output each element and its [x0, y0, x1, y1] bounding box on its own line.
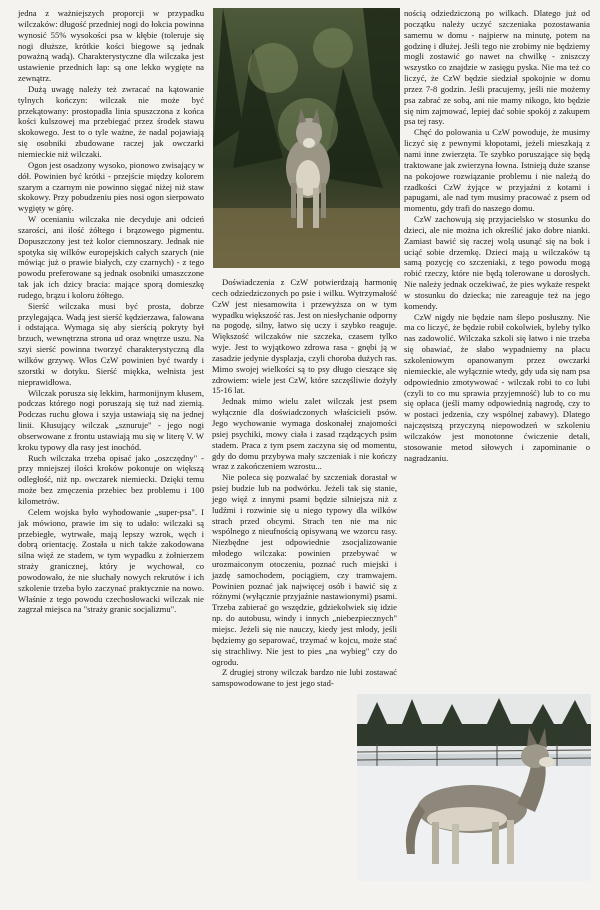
paragraph: Wilczak porusza się lekkim, harmonijnym kłusem, podczas którego nogi poruszają się tuż nad ziemią. Podczas ruchu głowa i szyja ustawiają się na jednej linii. Kłusujący wilczak „sznuruje" - jego nogi obserwowane z frontu ustawiają mu się w literę V. W kroku typowy dla rasy jest inochód. — [18, 387, 204, 452]
paragraph: jedna z ważniejszych proporcji w przypadku wilczaków: długość przedniej nogi do łokcia powinna wynosić 55% wysokości psa w kłębie (toleruje się nogi dłuższe, krótkie kości biegowe są jednak poważną wadą). Charakterystyczne dla wilczaka jest ustawienie przednich łap: są one lekko wygięte na zewnątrz. — [18, 8, 204, 84]
paragraph: Sierść wilczaka musi być prosta, dobrze przylegająca. Wadą jest sierść kędzierzawa, falowana i odstająca. Wymaga się aby sierścią pokryty był brzuch, wewnętrzna strona ud oraz wnętrze uszu. Na szyi sierść powinna tworzyć charakterystyczną dla wilków grzywę. Włos CzW powinien być twardy i szorstki w dotyku. Sierść miękka, wełnista jest nieprawidłowa. — [18, 300, 204, 387]
paragraph: CzW zachowują się przyjacielsko w stosunku do dzieci, ale nie można ich określić jako dobre nianki. Zamiast bawić się raczej wolą usunąć się na bok i uciąć sobie drzemkę. Dzieci mają u wilczaków tą samą pozycję co szczeniaki, z tego powodu mogą robić rzeczy, które nie będą tolerowane u dorosłych. Nie należy jednak oczekiwać, że pies wykaże respekt w stosunku do dziecka; nie zareaguje też na jego komendy. — [404, 214, 590, 311]
paragraph: CzW nigdy nie będzie nam ślepo posłuszny. Nie ma co liczyć, że będzie robił cokolwiek, byleby tylko nas zadowolić. Wilczaka szkoli się łatwo i nie trzeba się obawiać, że słabo wypadniemy na placu szkoleniowym opanowanym przez owczarki niemieckie, ale wyłącznie wtedy, gdy uda się nam psa odpowiednio zmotywować - wilczak robi to co lubi (czyli to co mu sprawia przyjemność) lub to co mu się opłaca (jeśli mamy odpowiednią nagrodę, czy to w postaci jedzenia, czy wspólnej zabawy). Dlatego najczęstszą przyczyną niepowodzeń w szkoleniu wilczaków jest monotonne ćwiczenie detali, stosowanie metod siłowych i zapominanie o nagradzaniu. — [404, 311, 590, 463]
paragraph: Doświadczenia z CzW potwierdzają harmonię cech odziedziczonych po psie i wilku. Wytrzymałość CzW jest niesamowita i przewyższa on w tym wypadku większość ras. Jest on niesłychanie odporny na pogodę, silny, łatwo się uczy i szybko reaguje. Większość wilczaków nie szczeka, czasem tylko wyje. Jest to wyjątkowo zdrowa rasa - gnębi ją w zasadzie jedynie dysplazja, czyli choroba dużych ras. Mimo swojej wielkości są to psy długo cieszące się zdrowiem: wiele jest CzW, które szczęśliwie dożyły 15-16 lat. — [212, 277, 397, 396]
paragraph: Chęć do polowania u CzW powoduje, że musimy liczyć się z pewnymi kłopotami, jeżeli mieszkają z nami inne zwierzęta. Te szybko poruszające się będą traktowane jak zwierzyna łowna. Istnieją duże szanse na pokojowe rozwiązanie problemu i nie należą do rzadkości CzW żyjące w przyjaźni z kotami i papugami, ale nad tym musimy pracować z psem od momentu, gdy trafi do naszego domu. — [404, 127, 590, 214]
wolfdog-forest-photo — [213, 8, 400, 268]
wolfdog-snow-illustration — [357, 694, 591, 881]
text-column-left — [18, 8, 204, 615]
paragraph: Z drugiej strony wilczak bardzo nie lubi zostawać samspowodowane to jest jego stad- — [212, 667, 397, 689]
paragraph: Dużą uwagę należy też zwracać na kątowanie tylnych kończyn: wilczak nie może być przekątowany: prostopadła linia spuszczona z końca kości kulszowej ma przebiegać przez środek stawu skokowego. Jest to o tyle ważne, że nadal pojawiają się osobniki zbudowane raczej jak owczarki niemieckie niż wilczaki. — [18, 83, 204, 159]
wolfdog-snow-photo — [357, 694, 591, 881]
text-column-middle — [212, 277, 397, 689]
paragraph: Jednak mimo wielu zalet wilczak jest psem wyłącznie dla doświadczonych właścicieli psów. Jego wychowanie wymaga doskonałej znajomości psiej psychiki, mowy ciała i zasad rządzących psim stadem. Praca z tym psem zaczyna się od momentu, gdy do domu przybywa mały szczeniak i nie kończy wraz z zakończeniem wzrostu... — [212, 396, 397, 472]
paragraph: Ogon jest osadzony wysoko, pionowo zwisający w dół. Powinien być krótki - przejście między kolorem szarym a czarnym nie powinno sięgać niżej niż staw skokowy. Przy pobudzeniu pies nosi ogon sierpowato wygięty w górę. — [18, 159, 204, 214]
paragraph: W ocenianiu wilczaka nie decyduje ani odcień szarości, ani ilość żółtego i brązowego pigmentu. Dopuszczony jest też kolor ciemnoszary. Jednak nie spotyka się wilków europejskich całych szarych (nie mówiąc już o prawie białych, czy czarnych) - z tego powodu preferowane są jednak osobniki umaszczone tak jak ich dzicy bracia: mające sporą domieszkę rudego, brązu i koloru żółtego. — [18, 214, 204, 300]
paragraph: Nie poleca się pozwalać by szczeniak dorastał w psiej budzie lub na podwórku. Jeżeli tak się stanie, jego więź z innymi psami będzie silniejsza niż z ludźmi i rozwinie się u niego typowy dla wilków strach przed obcymi. Strach ten nie ma nic wspólnego z nieufnością opisywaną we wzorcu rasy. Niezbędne jest odpowiednie zsocjalizowanie młodego wilczaka: powinien przebywać w urozmaiconym otoczeniu, poznać ruch miejski i jazdę samochodem, pociągiem, czy tramwajem. Powinien poznać jak najwięcej osób i bawić się z różnymi (wyłącznie przyjaźnie nastawionymi) psami. Trzeba zabierać go wszędzie, gdziekolwiek się idzie np. do autobusu, windy i innych „niebezpiecznych" miejsc. Jeżeli się nie nauczy, kiedy jest młody, jeśli będziemy go separować, trzymać w kojcu, może stać się strachliwy. Nie jest to pies „na wybieg" czy do ogrodu. — [212, 472, 397, 667]
paragraph: Ruch wilczaka trzeba opisać jako „oszczędny" - przy mniejszej ilości kroków pokonuje on większą odległość, niż np. owczarek niemiecki. Dzięki temu może bez zmęczenia przebiec bez problemu i 100 kilometrów. — [18, 452, 204, 506]
paragraph: Celem wojska było wyhodowanie „super-psa". I jak mówiono, prawie im się to udało: wilczaki są przebiegłe, wytrwałe, mają lepszy wzrok, węch i dobrą orientację. Została u nich także zakodowana silna więź ze stadem, w tym wypadku z żołnierzem straży granicznej, który je wychował, co powodowało, że nie słuchały nowych rekrutów i ich szkolenie trzeba było zaczynać praktycznie na nowo. Właśnie z tego powodu czechosłowacki wilczak nie zagrzał miejsca na "straży granic socjalizmu". — [18, 506, 204, 615]
wolfdog-forest-illustration — [213, 8, 400, 268]
paragraph: nością odziedziczoną po wilkach. Dlatego już od początku należy uczyć szczeniaka pozostawania samemu w domu - najpierw na minutę, potem na godzinę i dłużej. Jeśli tego nie zrobimy nie będziemy mogli zostawić go nawet na chwilkę - zniszczy wszystko co znajdzie w zasięgu pyska. Nie ma też co liczyć, że CzW będzie siedział spokojnie w domu przez 7-8 godzin. Jeśli pracujemy, jeśli nie możemy psa zabrać ze sobą, ani nie mamy nikogo, kto będzie się nim zajmować, lepiej dać sobie spokój z zakupem psa tej rasy. — [404, 8, 590, 127]
text-column-right — [404, 8, 590, 463]
